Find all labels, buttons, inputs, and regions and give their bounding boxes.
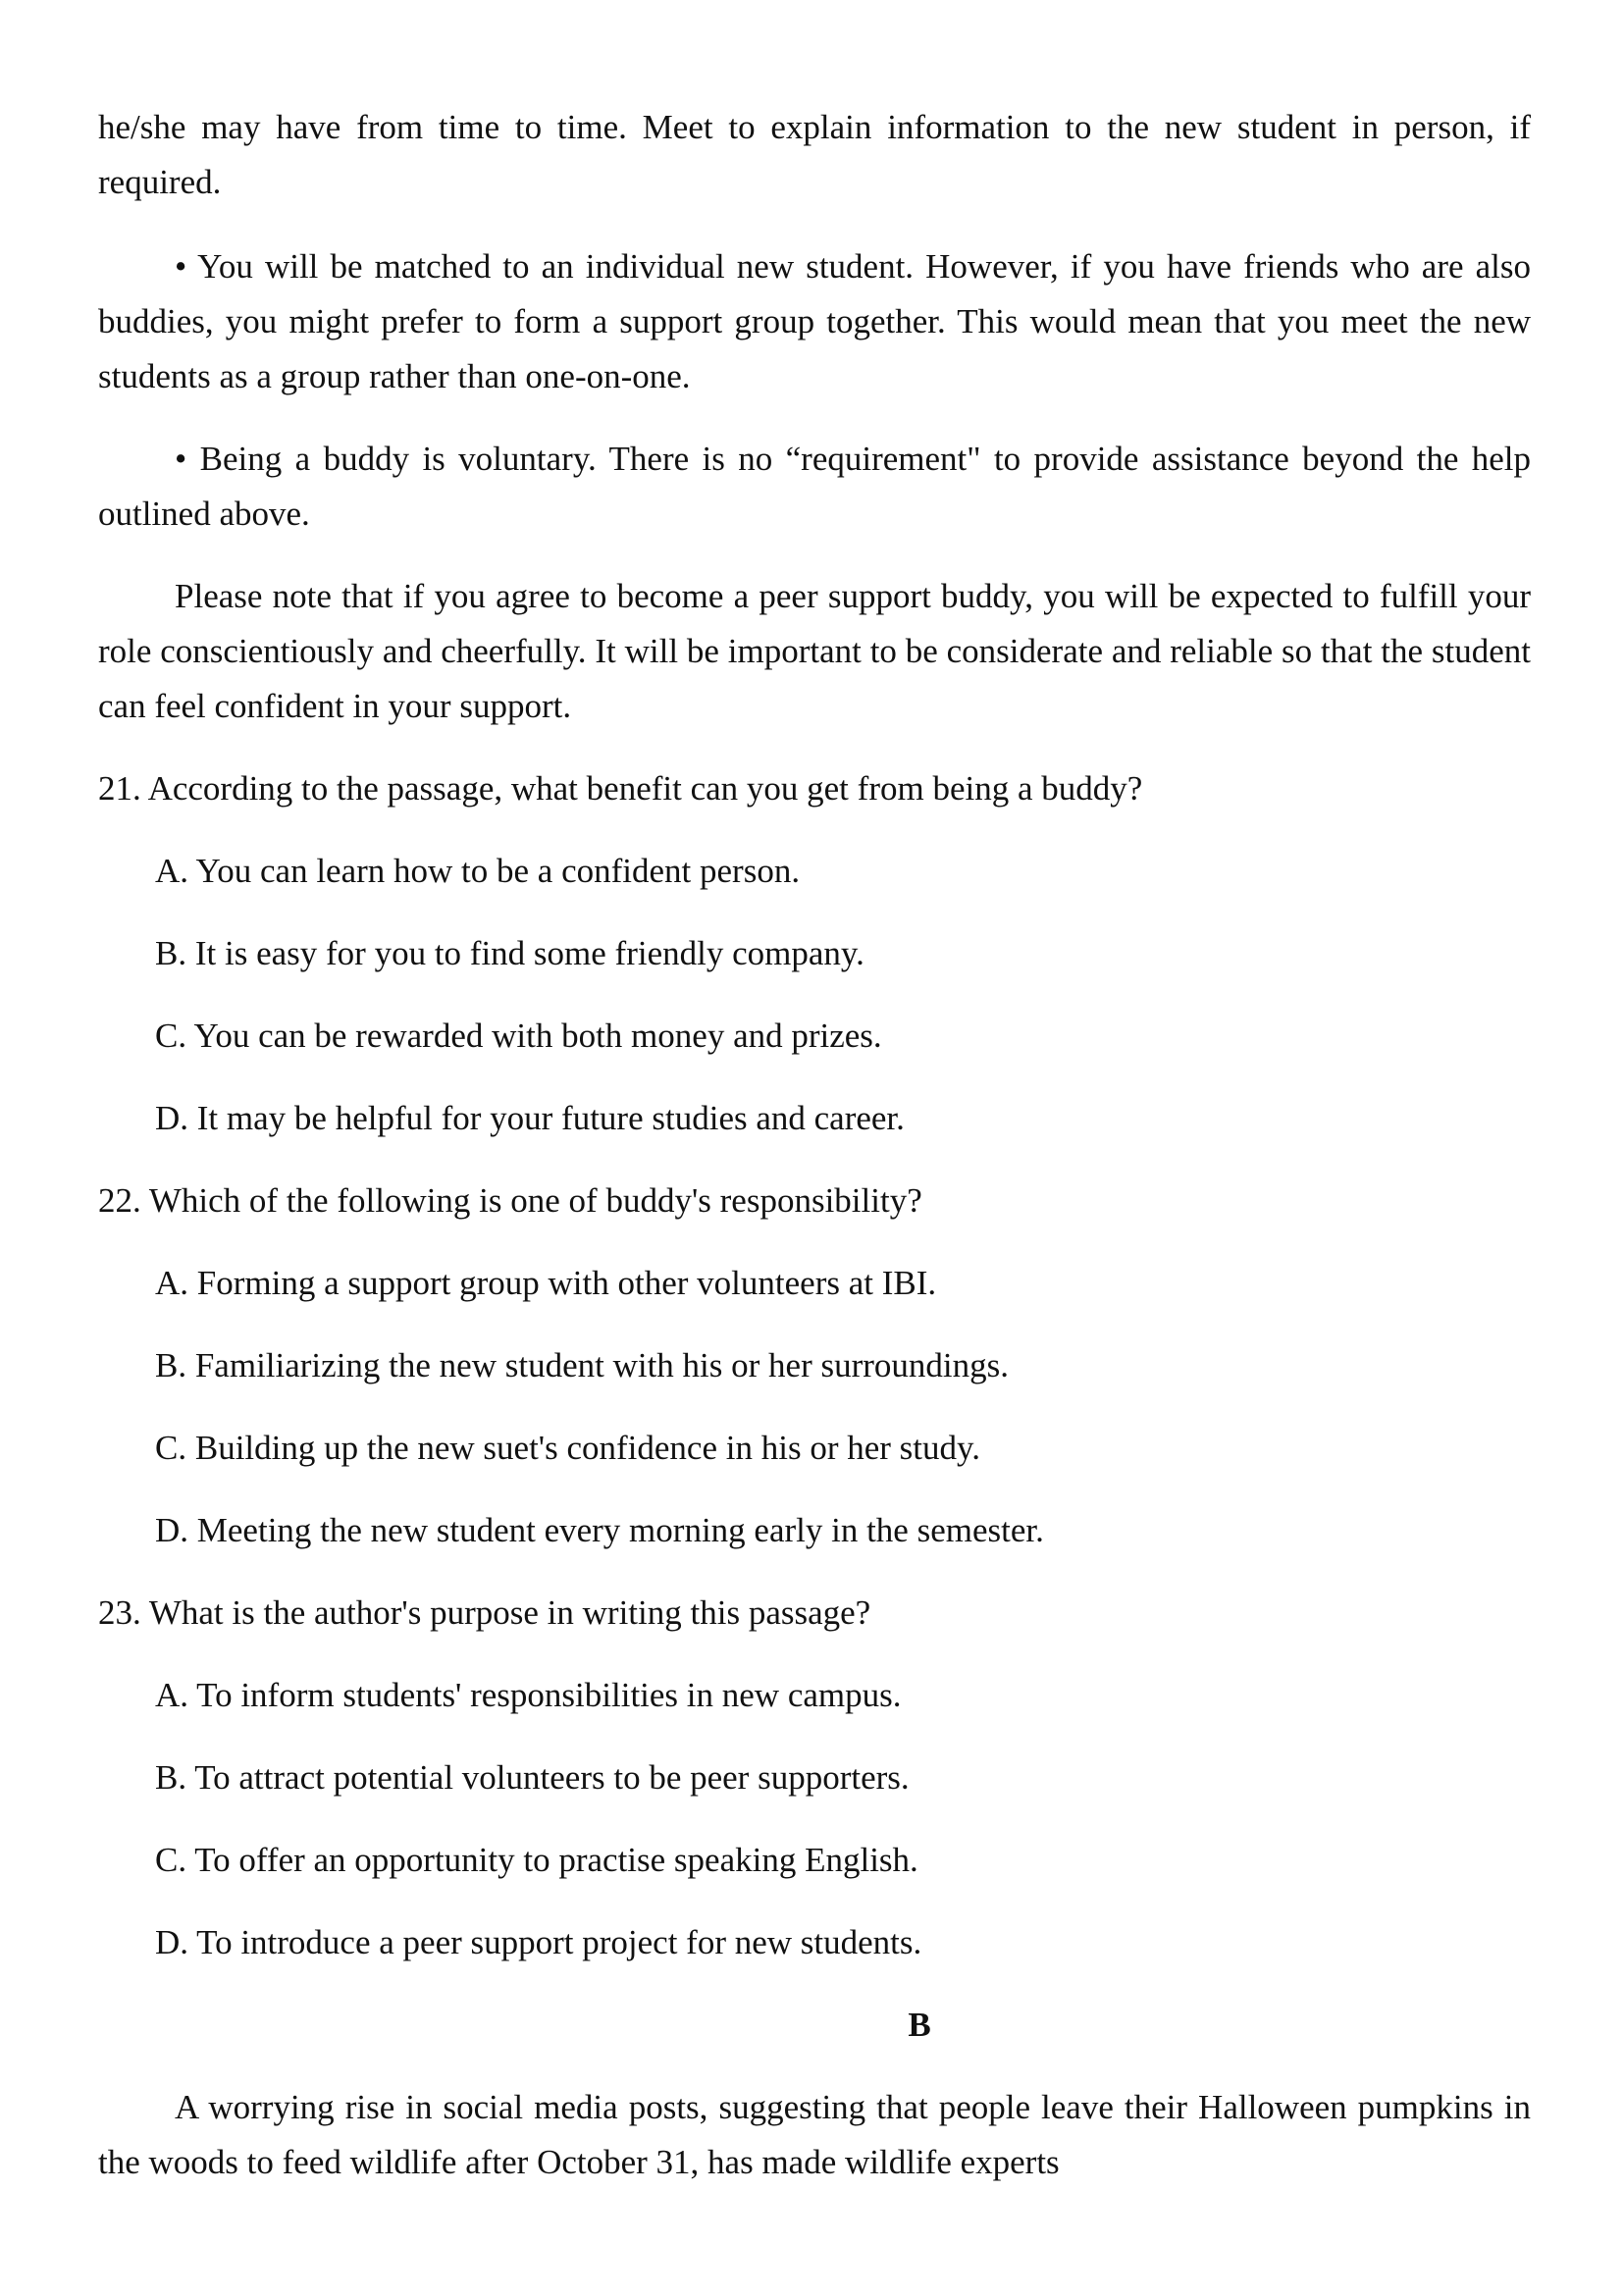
bullet-icon: •	[175, 247, 187, 286]
question-23-option-d: D. To introduce a peer support project for new students.	[155, 1923, 922, 1961]
question-22-stem: 22. Which of the following is one of buddy's responsibility?	[98, 1181, 922, 1220]
note-paragraph: Please note that if you agree to become a peer support buddy, you will be expected to fulfill your role conscientiously and cheerfully. It will be important to be considerate and reliable so that the student can feel confident in your support.	[98, 577, 1531, 725]
question-21-option-d: D. It may be helpful for your future studies and career.	[155, 1099, 905, 1137]
question-21-option-c: C. You can be rewarded with both money and prizes.	[155, 1017, 882, 1055]
question-23-option-b: B. To attract potential volunteers to be peer supporters.	[155, 1758, 910, 1797]
bullet-text-1: You will be matched to an individual new student. However, if you have friends who are also buddies, you might prefer to form a support group together. This would mean that you meet the new students as a group rather than one-on-one.	[98, 247, 1532, 395]
question-21-option-a: A. You can learn how to be a confident person.	[155, 852, 801, 890]
question-23-stem: 23. What is the author's purpose in writing this passage?	[98, 1593, 871, 1632]
bullet-paragraph-2	[98, 432, 1531, 542]
question-22-option-b: B. Familiarizing the new student with his or her surroundings.	[155, 1346, 1010, 1384]
question-21-option-b: B. It is easy for you to find some friendly company.	[155, 934, 864, 972]
bullet-paragraph-1	[98, 239, 1531, 404]
bullet-text-2: Being a buddy is voluntary. There is no “requirement" to provide assistance beyond the help outlined above.	[98, 440, 1531, 533]
question-23-option-a: A. To inform students' responsibilities in new campus.	[155, 1676, 902, 1714]
question-22-option-a: A. Forming a support group with other volunteers at IBI.	[155, 1264, 937, 1302]
question-22-option-d: D. Meeting the new student every morning early in the semester.	[155, 1511, 1044, 1549]
question-22-option-c: C. Building up the new suet's confidence in his or her study.	[155, 1429, 980, 1467]
section-b-heading: B	[908, 2006, 931, 2044]
bullet-icon: •	[175, 440, 187, 478]
section-b-intro: A worrying rise in social media posts, suggesting that people leave their Halloween pumpkins in the woods to feed wildlife after October 31, has made wildlife experts	[98, 2088, 1531, 2181]
question-21-stem: 21. According to the passage, what benefit can you get from being a buddy?	[98, 769, 1143, 808]
question-23-option-c: C. To offer an opportunity to practise speaking English.	[155, 1841, 918, 1879]
passage-continuation: he/she may have from time to time. Meet to explain information to the new student in person, if required.	[98, 108, 1531, 201]
